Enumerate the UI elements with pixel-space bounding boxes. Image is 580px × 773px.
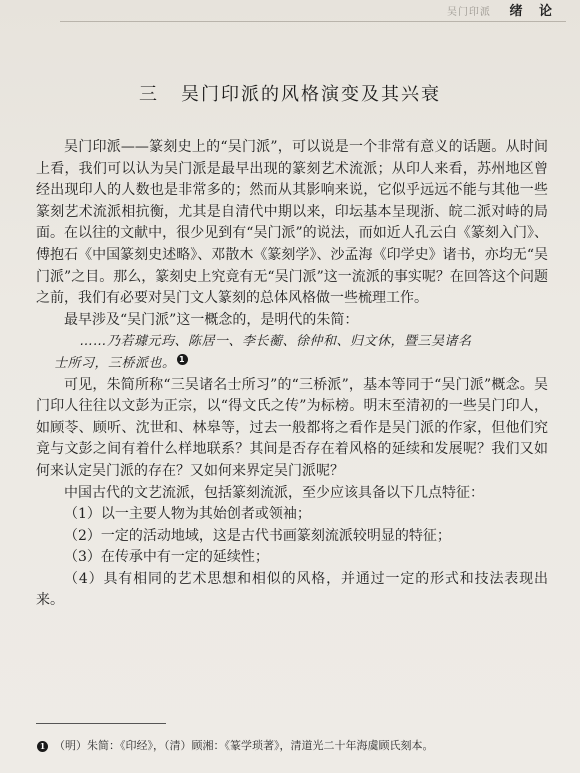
body-text — [36, 137, 548, 612]
footnote-text: （明）朱简：《印经》，（清）顾湘：《篆学琐著》，清道光二十年海虞顾氏刻本。 — [54, 739, 434, 752]
feature-item-1: （1）以一主要人物为其始创者或领袖； — [64, 506, 311, 523]
feature-item-3: （3）在传承中有一定的延续性； — [64, 549, 269, 566]
feature-item-4: （4）具有相同的艺术思想和相似的风格，并通过一定的形式和技法表现出来。 — [36, 570, 548, 609]
feature-item-2: （2）一定的活动地域，这是古代书画篆刻流派较明显的特征； — [64, 527, 451, 544]
block-quote — [36, 331, 548, 374]
paragraph-earliest-mention: 最早涉及“吴门派”这一概念的，是明代的朱简： — [64, 311, 359, 328]
running-head-faded-text: 吴门印派 — [446, 7, 491, 18]
header-rule — [60, 21, 566, 22]
quote-line-1: ……乃若璩元玙、陈居一、李长蘅、徐仲和、归文休，暨三吴诸名 — [80, 334, 472, 350]
section-number: 三 — [139, 84, 159, 105]
footnote-marker: 1 — [37, 741, 48, 752]
running-head — [447, 0, 558, 19]
paragraph-intro: 吴门印派——篆刻史上的“吴门派”，可以说是一个非常有意义的话题。从时间上看，我们可以认为吴门派是最早出现的篆刻艺术流派；从印人来看，苏州地区曾经出现印人的人数也是非常多的；然而从其影响来说，它似乎远远不能与其他一些篆刻艺术流派相抗衡，尤其是自清代中期以来，印坛基本呈现浙、皖二派对峙的局面。在以往的文献中，很少见到有“吴门派”的说法，而如近人孔云白《篆刻入门》、傅抱石《中国篆刻史述略》、邓散木《篆刻学》、沙孟海《印学史》诸书，亦均无“吴门派”之目。那么，篆刻史上究竟有无“吴门派”这一流派的事实呢？在回答这个问题之前，我们有必要对吴门文人篆刻的总体风格做一些梳理工作。 — [36, 139, 548, 307]
section-title: 吴门印派的风格演变及其兴衰 — [181, 84, 441, 105]
quote-line-2: 士所习，三桥派也。 — [54, 355, 176, 371]
paragraph-analysis: 可见，朱简所称“三吴诸名士所习”的“三桥派”，基本等同于“吴门派”概念。吴门印人往往以文彭为正宗，以“得文氏之传”为标榜。明末至清初的一些吴门印人，如顾苓、顾听、沈世和、林皋等，过去一般都将之看作是吴门派的作家，但他们究竟与文彭之间有着什么样地联系？其间是否存在着风格的延续和发展呢？我们又如何来认定吴门派的存在？又如何来界定吴门派呢？ — [36, 376, 548, 479]
footnote-rule — [36, 723, 166, 724]
paragraph-features-intro: 中国古代的文艺流派，包括篆刻流派，至少应该具备以下几点特征： — [64, 484, 484, 501]
running-head-chapter-title: 绪 论 — [509, 4, 558, 19]
footnote — [36, 739, 566, 753]
footnote-reference[interactable]: 1 — [177, 354, 188, 365]
quote-line-2-wrap — [54, 353, 548, 375]
section-heading — [0, 80, 580, 106]
